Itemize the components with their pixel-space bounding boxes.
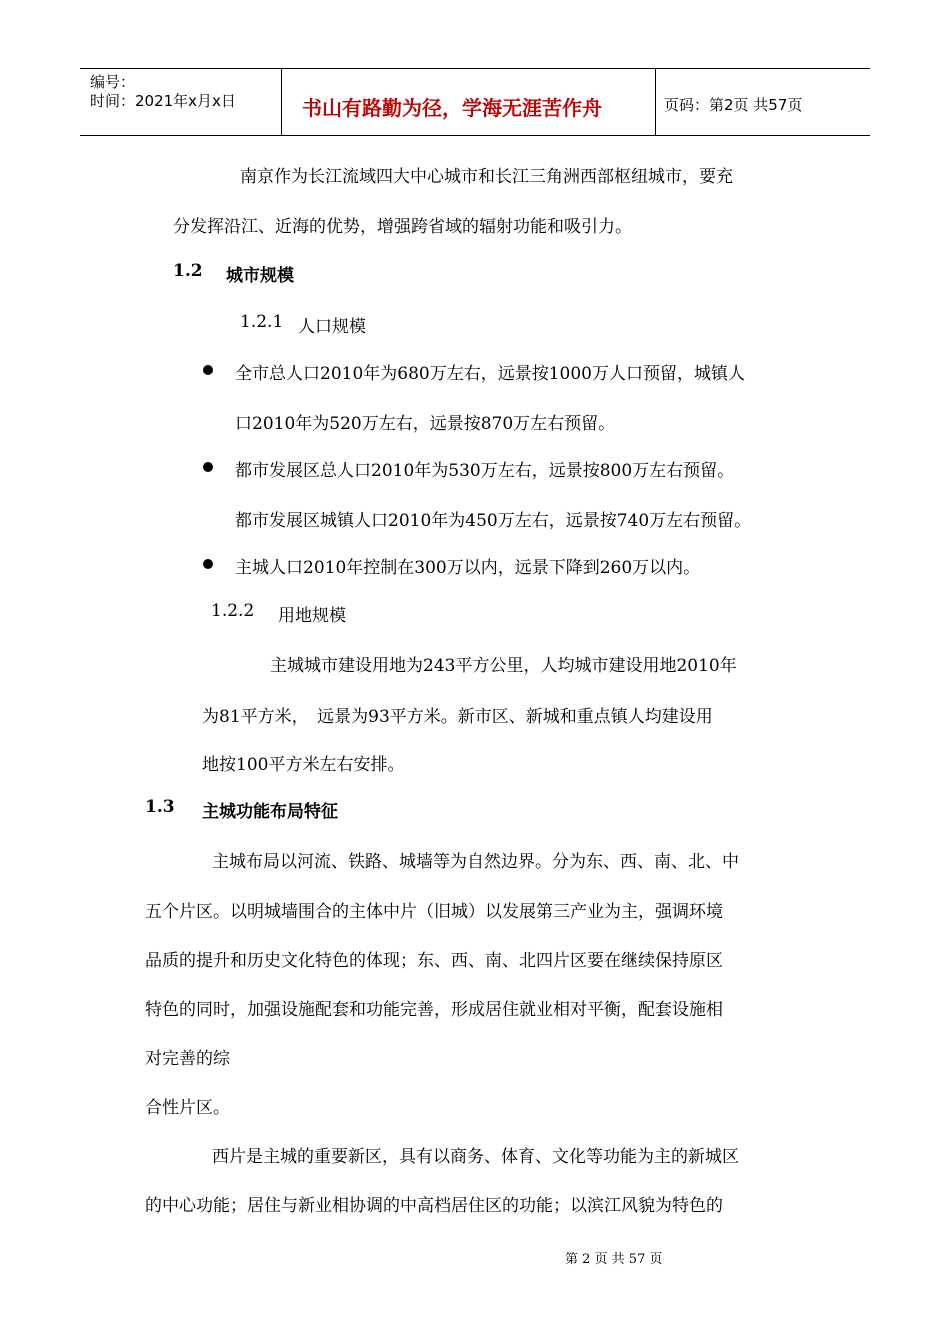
layout-line-3: 品质的提升和历史文化特色的体现；东、西、南、北四片区要在继续保持原区: [145, 951, 723, 971]
land-line-2: 为81平方米， 远景为93平方米。新市区、新城和重点镇人均建设用: [202, 707, 713, 727]
section-1-2-number: 1.2: [173, 261, 203, 281]
header-number-label: 编号：: [90, 73, 136, 91]
layout-line-4: 特色的同时，加强设施配套和功能完善，形成居住就业相对平衡，配套设施相: [145, 1000, 723, 1020]
bullet-2-line-2: 都市发展区城镇人口2010年为450万左右，远景按740万左右预留。: [235, 511, 752, 531]
layout-line-1: 主城布局以河流、铁路、城墙等为自然边界。分为东、西、南、北、中: [212, 852, 739, 872]
section-1-2-2-title: 用地规模: [278, 606, 346, 626]
bullet-dot-2: [203, 462, 213, 472]
section-1-2-2-number: 1.2.2: [211, 601, 255, 621]
header-bottom-rule: [80, 135, 870, 136]
bullet-1-line-2: 口2010年为520万左右，远景按870万左右预留。: [235, 414, 616, 434]
section-1-3-number: 1.3: [145, 797, 175, 817]
west-line-1: 西片是主城的重要新区，具有以商务、体育、文化等功能为主的新城区: [212, 1147, 739, 1167]
header-divider-right: [655, 68, 656, 135]
bullet-3-line-1: 主城人口2010年控制在300万以内，远景下降到260万以内。: [235, 558, 701, 578]
intro-line-1: 南京作为长江流域四大中心城市和长江三角洲西部枢纽城市，要充: [240, 167, 733, 187]
bullet-dot-3: [203, 559, 213, 569]
layout-line-2: 五个片区。以明城墙围合的主体中片（旧城）以发展第三产业为主，强调环境: [145, 902, 723, 922]
section-1-3-title: 主城功能布局特征: [202, 802, 338, 822]
section-1-2-1-title: 人口规模: [298, 317, 366, 337]
header-divider-left: [281, 68, 282, 135]
section-1-2-1-number: 1.2.1: [240, 312, 284, 332]
west-line-2: 的中心功能；居住与新业相协调的中高档居住区的功能；以滨江风貌为特色的: [145, 1196, 723, 1216]
header-page-info: 页码：第2页 共57页: [664, 96, 803, 114]
layout-line-5: 对完善的综: [145, 1049, 230, 1069]
footer-page-number: 第 2 页 共 57 页: [565, 1252, 663, 1267]
header-time-label: 时间：2021年x月x日: [90, 92, 236, 110]
layout-line-6: 合性片区。: [145, 1098, 230, 1118]
header-top-rule: [80, 68, 870, 69]
intro-line-2: 分发挥沿江、近海的优势，增强跨省域的辐射功能和吸引力。: [173, 217, 632, 237]
bullet-2-line-1: 都市发展区总人口2010年为530万左右，远景按800万左右预留。: [235, 461, 735, 481]
land-line-3: 地按100平方米左右安排。: [202, 755, 405, 775]
bullet-dot-1: [203, 365, 213, 375]
land-line-1: 主城城市建设用地为243平方公里，人均城市建设用地2010年: [270, 656, 737, 676]
bullet-1-line-1: 全市总人口2010年为680万左右，远景按1000万人口预留，城镇人: [235, 364, 745, 384]
header-motto: 书山有路勤为径，学海无涯苦作舟: [302, 96, 602, 120]
section-1-2-title: 城市规模: [226, 266, 294, 286]
